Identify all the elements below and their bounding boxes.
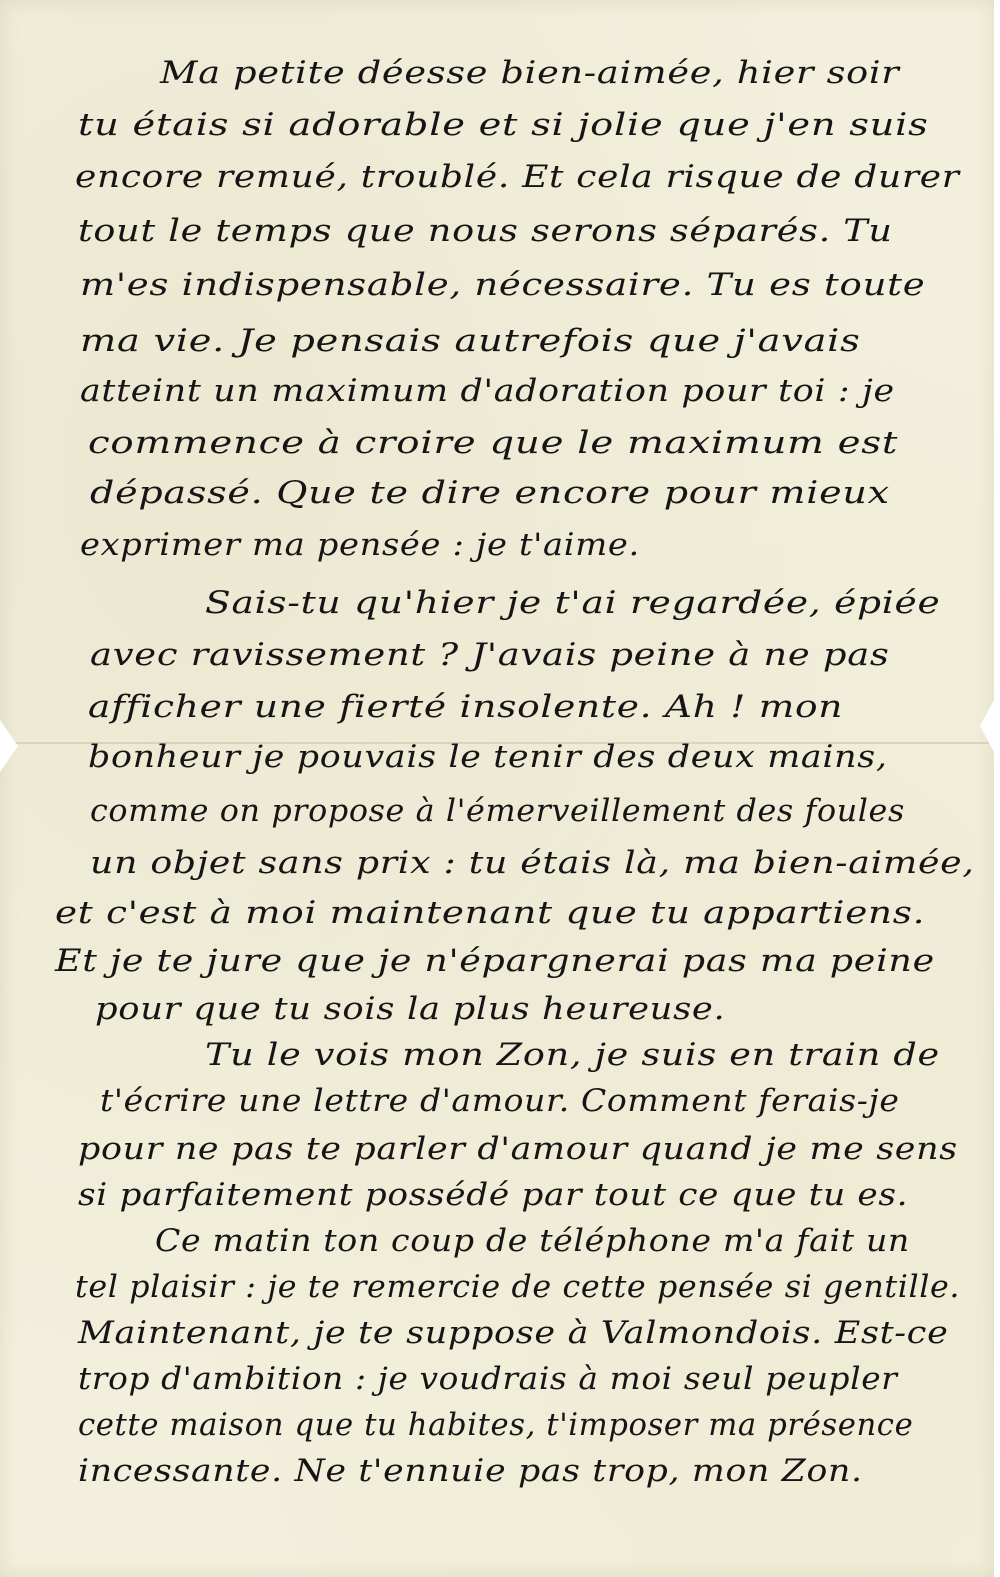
letter-line: Et je te jure que je n'épargnerai pas ma peine [55,943,935,979]
letter-line: Tu le vois mon Zon, je suis en train de [205,1037,940,1073]
letter-line: pour que tu sois la plus heureuse. [95,991,726,1027]
letter-line: un objet sans prix : tu étais là, ma bien-aimée, [90,845,975,881]
letter-line: avec ravissement ? J'avais peine à ne pas [90,637,890,673]
letter-line: Sais-tu qu'hier je t'ai regardée, épiée [205,585,941,621]
letter-line: commence à croire que le maximum est [88,425,899,461]
letter-line: atteint un maximum d'adoration pour toi : je [80,373,895,409]
letter-line: dépassé. Que te dire encore pour mieux [90,475,890,511]
letter-line: incessante. Ne t'ennuie pas trop, mon Zon. [78,1453,863,1489]
letter-line: tu étais si adorable et si jolie que j'en suis [78,107,929,143]
letter-line: cette maison que tu habites, t'imposer ma présence [78,1407,914,1443]
letter-line: m'es indispensable, nécessaire. Tu es toute [80,267,926,303]
letter-line: comme on propose à l'émerveillement des foules [90,793,905,829]
letter-line: t'écrire une lettre d'amour. Comment ferais-je [100,1083,900,1119]
letter-line: si parfaitement possédé par tout ce que tu es. [78,1177,909,1213]
letter-line: pour ne pas te parler d'amour quand je me sens [78,1131,958,1167]
letter-line: encore remué, troublé. Et cela risque de durer [75,159,960,195]
letter-line: ma vie. Je pensais autrefois que j'avais [80,323,861,359]
letter-line: et c'est à moi maintenant que tu appartiens. [55,895,926,931]
letter-line: Maintenant, je te suppose à Valmondois. Est-ce [78,1315,949,1351]
letter-line: tel plaisir : je te remercie de cette pensée si gentille. [75,1269,961,1305]
letter-line: tout le temps que nous serons séparés. Tu [78,213,893,249]
letter-line: exprimer ma pensée : je t'aime. [80,527,640,563]
letter-line: Ce matin ton coup de téléphone m'a fait un [155,1223,910,1259]
letter-line: trop d'ambition : je voudrais à moi seul peupler [78,1361,898,1397]
letter-line: Ma petite déesse bien-aimée, hier soir [160,55,900,91]
letter-line: bonheur je pouvais le tenir des deux mains, [88,739,888,775]
letter-line: afficher une fierté insolente. Ah ! mon [88,689,844,725]
